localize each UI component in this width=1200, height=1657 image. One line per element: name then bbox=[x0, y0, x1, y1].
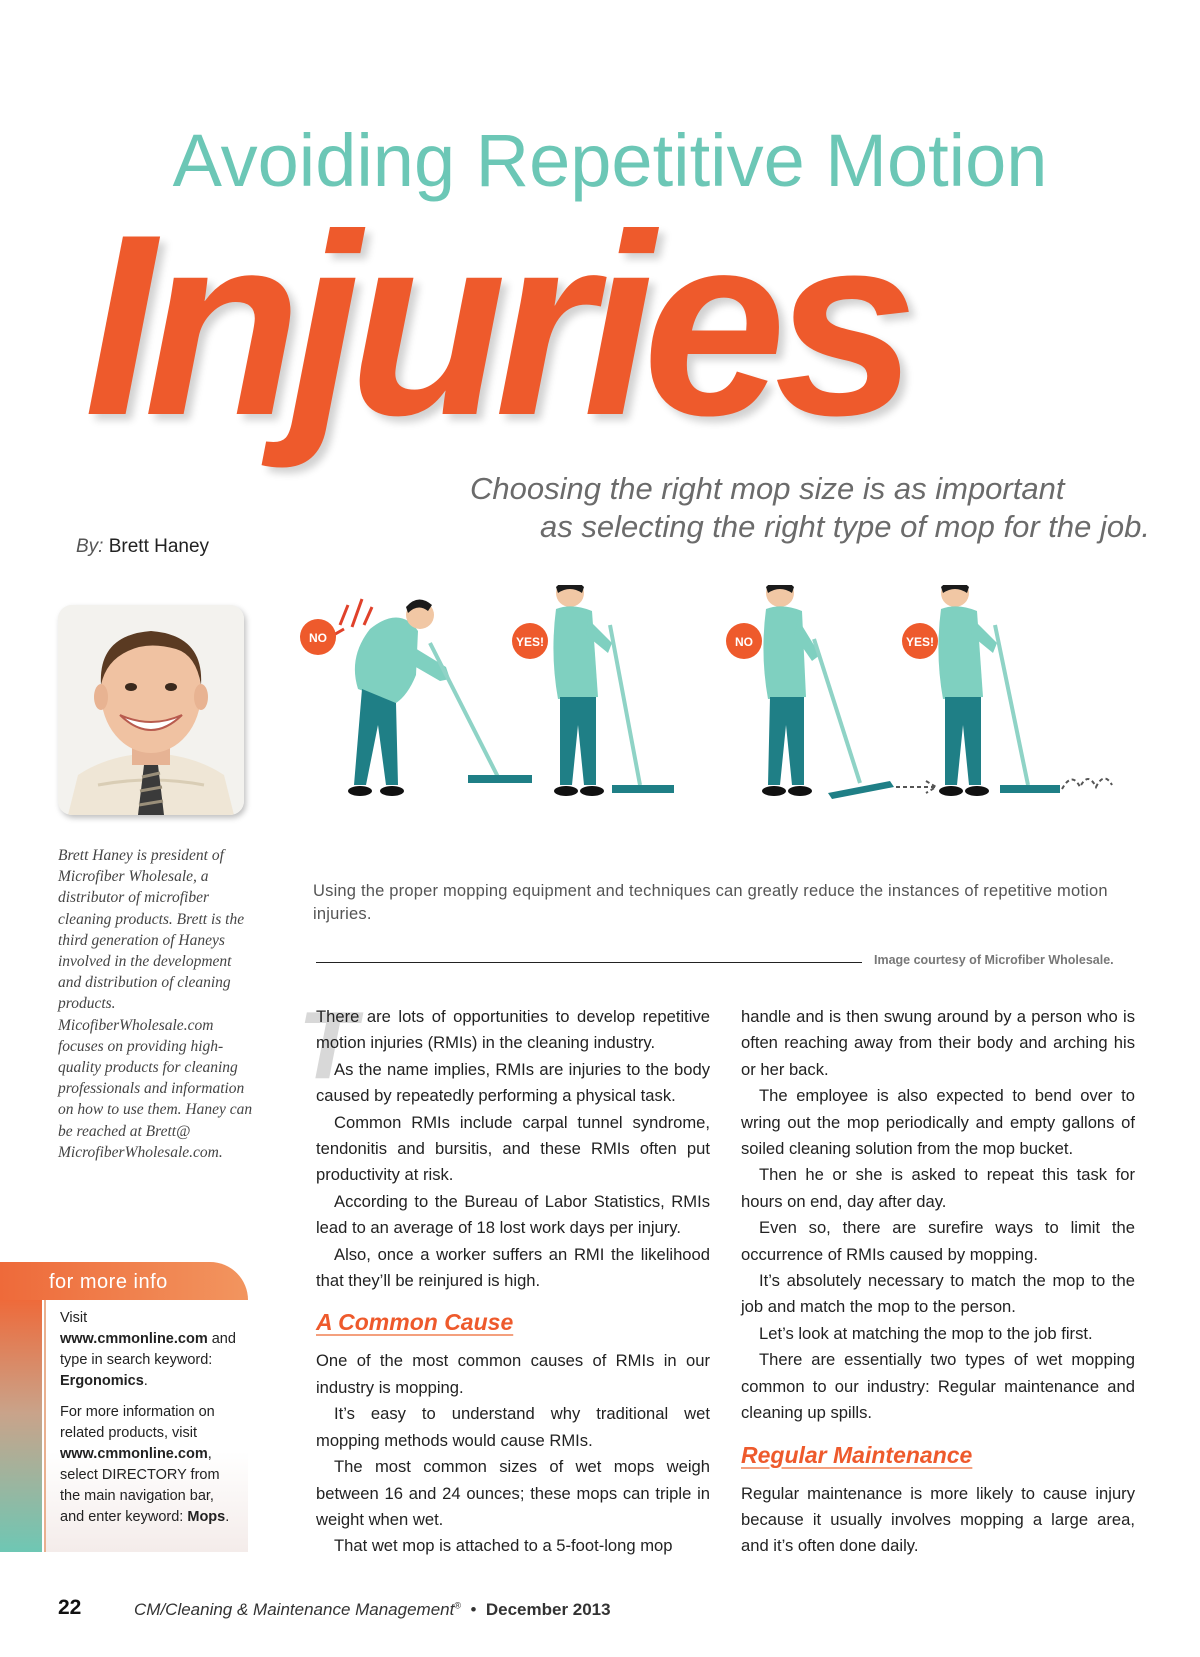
paragraph: It’s absolutely necessary to match the mop to the job and match the mop to the person. bbox=[741, 1271, 1135, 1317]
paragraph: Also, once a worker suffers an RMI the likelihood that they’ll be reinjured is high. bbox=[316, 1244, 710, 1291]
figure-bent-posture bbox=[300, 599, 532, 796]
more-info-title: for more info bbox=[49, 1271, 168, 1293]
more-info-gradient-strip bbox=[0, 1300, 42, 1552]
badge-label-2: YES! bbox=[515, 635, 545, 649]
paragraph: As the name implies, RMIs are injuries to the body caused by repeatedly performing a physical task. bbox=[316, 1059, 710, 1106]
drop-cap: T bbox=[298, 992, 357, 1099]
subhead-common-cause: A Common Cause bbox=[316, 1309, 514, 1336]
more-info-body bbox=[46, 1300, 248, 1552]
issue-date: December 2013 bbox=[485, 1600, 611, 1619]
badge-label-1: NO bbox=[309, 631, 327, 645]
author-name: Brett Haney bbox=[108, 536, 210, 557]
paragraph: Then he or she is asked to repeat this task for hours on end, day after day. bbox=[741, 1165, 1135, 1211]
byline bbox=[76, 536, 209, 558]
author-bio: Brett Haney is president of Microfiber Wholesale, a distributor of microfiber cleaning products. Brett is the third generation of Haneys involved in the development and distribution of cleaning products. MicofiberWholesale.com focuses on providing high-quality products for cleaning professionals and information on how to use them. Haney can be reached at Brett@ MicrofiberWholesale.com. bbox=[58, 847, 253, 1161]
mopping-figures bbox=[300, 585, 1160, 845]
more-info-directory: For more information on related products, visit www.cmmonline.com, select DIRECTORY from the main navigation bar, and enter keyword: Mops. bbox=[60, 1404, 230, 1525]
body-column-1 bbox=[298, 992, 710, 1560]
paragraph: Let’s look at matching the mop to the job first. bbox=[759, 1323, 1093, 1343]
paragraph: The most common sizes of wet mops weigh between 16 and 24 ounces; these mops can triple in weight when wet. bbox=[316, 1457, 710, 1529]
paragraph: That wet mop is attached to a 5-foot-long mop bbox=[334, 1536, 673, 1556]
article-deck bbox=[470, 470, 1150, 546]
deck-line-1: Choosing the right mop size is as important bbox=[470, 471, 1065, 506]
figure-upright-posture-1 bbox=[512, 585, 674, 796]
more-info-visit: Visit www.cmmonline.com and type in search keyword: Ergonomics. bbox=[60, 1310, 236, 1389]
badge-label-4: YES! bbox=[905, 635, 935, 649]
publication-name: CM/Cleaning & Maintenance Management bbox=[134, 1600, 455, 1619]
badge-label-3: NO bbox=[735, 635, 753, 649]
paragraph: The employee is also expected to bend over to wring out the mop periodically and empty gallons of soiled cleaning solution from the mop bucket. bbox=[741, 1086, 1135, 1159]
image-credit: Image courtesy of Microfiber Wholesale. bbox=[874, 953, 1114, 967]
mopping-illustration bbox=[300, 585, 1160, 845]
paragraph: Even so, there are surefire ways to limit the occurrence of RMIs caused by mopping. bbox=[741, 1218, 1135, 1264]
registered-mark: ® bbox=[454, 1600, 461, 1611]
byline-prefix: By: bbox=[76, 536, 104, 557]
body-column-2 bbox=[741, 1004, 1135, 1560]
paragraph: Common RMIs include carpal tunnel syndrome, tendonitis and bursitis, and these RMIs often put productivity at risk. bbox=[316, 1112, 710, 1185]
more-info-box bbox=[0, 1262, 248, 1552]
article-kicker: Avoiding Repetitive Motion bbox=[172, 119, 1048, 202]
more-info-keyword: Mops bbox=[187, 1509, 226, 1525]
paragraph: There are lots of opportunities to develop repetitive motion injuries (RMIs) in the cleaning industry. bbox=[316, 1007, 710, 1053]
paragraph: Regular maintenance is more likely to cause injury because it usually involves mopping a large area, and it’s often done daily. bbox=[741, 1483, 1135, 1556]
page-number: 22 bbox=[58, 1596, 82, 1619]
figure-upright-posture-2 bbox=[902, 585, 1112, 796]
paragraph: It’s easy to understand why traditional wet mopping methods would cause RMIs. bbox=[316, 1404, 710, 1450]
more-info-site-link[interactable]: www.cmmonline.com bbox=[60, 1446, 208, 1462]
footer-separator: • bbox=[470, 1600, 477, 1619]
footer-publication bbox=[134, 1600, 611, 1620]
more-info-site-link[interactable]: www.cmmonline.com bbox=[60, 1331, 208, 1347]
paragraph: According to the Bureau of Labor Statistics, RMIs lead to an average of 18 lost work days per injury. bbox=[316, 1191, 710, 1238]
author-photo bbox=[58, 605, 244, 815]
illustration-caption: Using the proper mopping equipment and techniques can greatly reduce the instances of repetitive motion injuries. bbox=[313, 882, 1108, 923]
paragraph: There are essentially two types of wet mopping common to our industry: Regular maintenance and cleaning up spills. bbox=[741, 1350, 1135, 1423]
article-headline: Injuries bbox=[84, 180, 906, 469]
paragraph: handle and is then swung around by a person who is often reaching away from their body and arching his or her back. bbox=[741, 1007, 1135, 1079]
paragraph: One of the most common causes of RMIs in our industry is mopping. bbox=[316, 1351, 710, 1397]
subhead-regular-maintenance: Regular Maintenance bbox=[741, 1441, 973, 1468]
caption-rule bbox=[316, 962, 862, 963]
figure-reaching-posture bbox=[726, 585, 936, 799]
more-info-keyword: Ergonomics bbox=[60, 1373, 144, 1389]
deck-line-2: as selecting the right type of mop for the job. bbox=[539, 509, 1150, 544]
author-portrait-image bbox=[58, 605, 244, 815]
